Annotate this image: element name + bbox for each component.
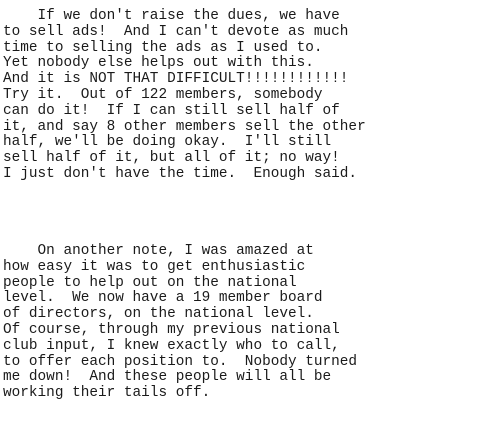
text-line: sell half of it, but all of it; no way!: [3, 150, 340, 167]
text-line: to offer each position to. Nobody turned: [3, 353, 358, 370]
text-line: time to selling the ads as I used to.: [3, 39, 323, 56]
text-line: working their tails off.: [3, 385, 211, 402]
paragraph-dues-and-ads: [3, 9, 477, 183]
text-line: how easy it was to get enthusiastic: [3, 258, 306, 275]
text-line: Yet nobody else helps out with this.: [3, 55, 314, 72]
text-line: Try it. Out of 122 members, somebody: [3, 86, 323, 103]
text-line: can do it! If I can still sell half of: [3, 102, 340, 119]
text-line: level. We now have a 19 member board: [3, 290, 323, 307]
text-line: to sell ads! And I can't devote as much: [3, 23, 349, 40]
text-line: it, and say 8 other members sell the other: [3, 118, 366, 135]
text-line: Of course, through my previous national: [3, 321, 340, 338]
text-line: I just don't have the time. Enough said.: [3, 165, 358, 182]
text-line: of directors, on the national level.: [3, 306, 314, 323]
text-line: On another note, I was amazed at: [3, 243, 314, 259]
text-line: If we don't raise the dues, we have: [3, 8, 340, 24]
text-line: me down! And these people will all be: [3, 369, 332, 386]
paragraph-national-board: [3, 244, 477, 402]
text-line: half, we'll be doing okay. I'll still: [3, 134, 332, 151]
text-line: And it is NOT THAT DIFFICULT!!!!!!!!!!!!: [3, 71, 349, 88]
text-line: people to help out on the national: [3, 274, 297, 291]
text-line: club input, I knew exactly who to call,: [3, 337, 340, 354]
